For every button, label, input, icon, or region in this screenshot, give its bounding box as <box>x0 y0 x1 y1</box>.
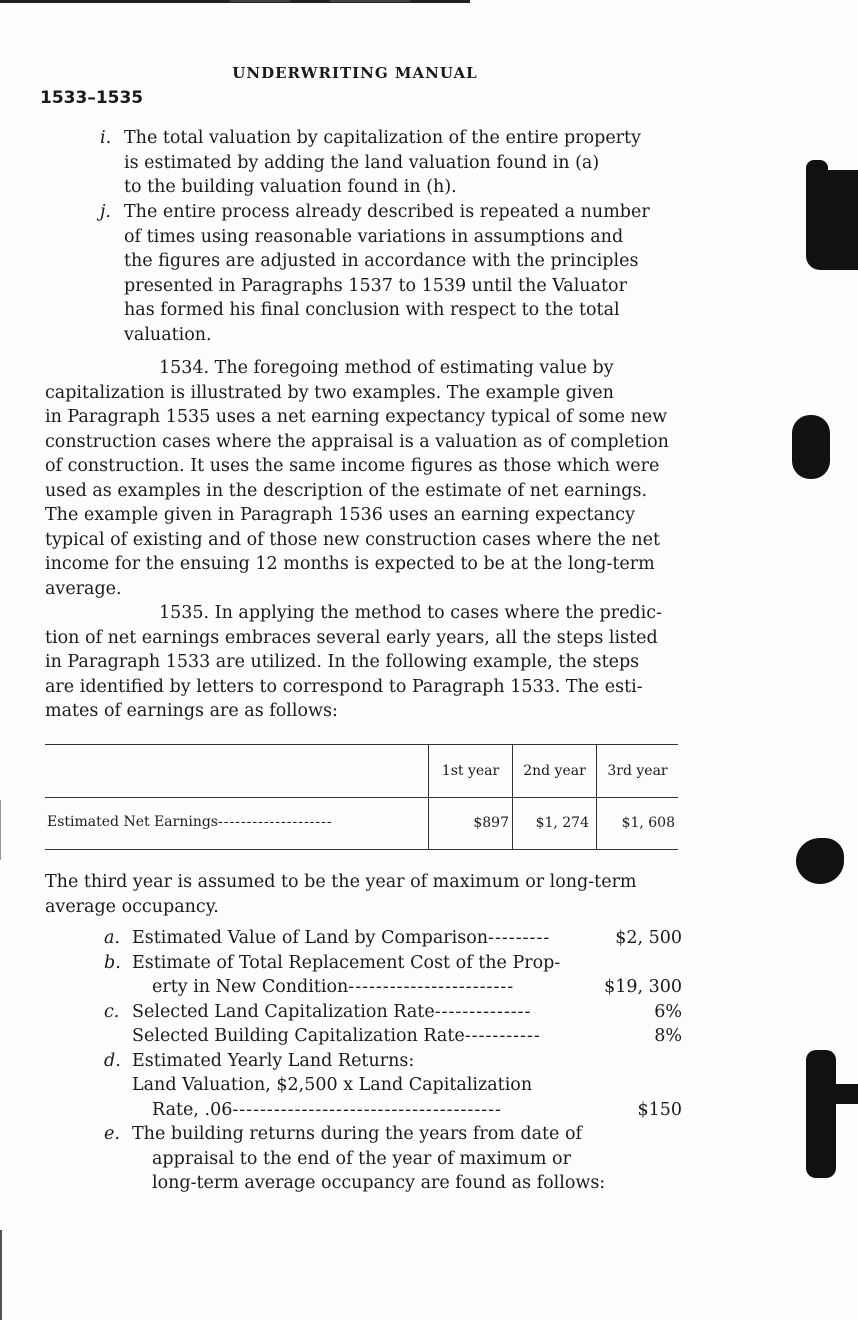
column-header: 1st year <box>441 763 500 779</box>
paragraph-line: tion of net earnings embraces several early years, all the steps listed <box>45 627 658 648</box>
paragraph-line: average. <box>45 578 122 599</box>
paragraph-line: The third year is assumed to be the year of maximum or long-term <box>45 872 637 892</box>
step-value: $2, 500 <box>615 928 682 948</box>
step-b-cont: erty in New Condition------------------------ $19, 300 <box>104 975 682 1000</box>
step-value: $150 <box>637 1099 682 1120</box>
step-c: c. Selected Land Capitalization Rate-------------- 6% <box>104 1000 682 1025</box>
table-cell: $1, 608 <box>621 815 675 831</box>
paragraph-line: construction cases where the appraisal is a valuation as of completion <box>45 431 669 452</box>
step-e-cont: long-term average occupancy are found as follows: <box>152 1173 606 1193</box>
scan-edge-line <box>230 0 290 2</box>
table-rule <box>45 797 678 798</box>
dot-leader: ----------- <box>464 1026 541 1046</box>
step-e-cont: appraisal to the end of the year of maximum or <box>152 1148 571 1169</box>
paragraph-line: used as examples in the description of the estimate of net earnings. <box>45 480 648 501</box>
step-e: e. The building returns during the years from date of <box>104 1122 682 1147</box>
step-d: d. Estimated Yearly Land Returns: <box>104 1049 682 1074</box>
table-cell: $1, 274 <box>535 815 589 831</box>
row-label: Estimated Net Earnings-------------------- <box>47 814 333 830</box>
dot-leader: --------------------------------------- <box>232 1099 502 1120</box>
list-item-i <box>100 126 674 200</box>
binder-hole-mark <box>806 1050 836 1178</box>
paragraph-1535 <box>45 601 675 724</box>
table-rule <box>428 744 429 850</box>
steps-list <box>104 926 682 1196</box>
paragraph-line: capitalization is illustrated by two examples. The example given <box>45 382 614 403</box>
item-marker: j. <box>100 202 111 222</box>
table-cell: $897 <box>473 815 509 831</box>
step-c-building: Selected Building Capitalization Rate----------- 8% <box>104 1024 682 1049</box>
step-a: a. Estimated Value of Land by Comparison--------- $2, 500 <box>104 926 682 951</box>
item-line: The entire process already described is repeated a number <box>124 202 650 222</box>
paragraph-line: 1535. In applying the method to cases where the predic- <box>159 603 662 623</box>
list-item-j <box>100 200 674 347</box>
scan-edge-mark <box>0 1230 2 1320</box>
paragraph-line: typical of existing and of those new construction cases where the net <box>45 529 661 550</box>
step-value: 6% <box>654 1001 682 1022</box>
step-marker: a. <box>104 928 120 948</box>
step-marker: d. <box>104 1050 121 1071</box>
dot-leader: -------------- <box>434 1001 532 1022</box>
item-line: has formed his final conclusion with respect to the total <box>124 300 620 320</box>
step-value: $19, 300 <box>604 977 682 997</box>
dot-leader: ------------------------ <box>348 977 515 997</box>
item-line: valuation. <box>124 324 212 345</box>
binder-hole-mark <box>806 170 858 270</box>
item-line: presented in Paragraphs 1537 to 1539 until the Valuator <box>124 275 627 296</box>
step-value: 8% <box>654 1026 682 1046</box>
paragraph-line: in Paragraph 1533 are utilized. In the following example, the steps <box>45 652 640 672</box>
paragraph-range: 1533–1535 <box>40 88 144 108</box>
paragraph-1534 <box>45 356 675 601</box>
paragraph-line: mates of earnings are as follows: <box>45 701 338 721</box>
paragraph-line: 1534. The foregoing method of estimating value by <box>159 358 614 378</box>
table-rule <box>45 744 678 745</box>
column-header: 3rd year <box>607 763 668 779</box>
table-rule <box>596 744 597 850</box>
table-rule <box>45 849 678 850</box>
earnings-table <box>45 744 678 850</box>
running-head: UNDERWRITING MANUAL <box>232 64 478 82</box>
paragraph-line: The example given in Paragraph 1536 uses an earning expectancy <box>45 505 635 525</box>
item-marker: i. <box>100 128 112 148</box>
item-line: is estimated by adding the land valuation found in (a) <box>124 152 600 173</box>
paragraph-line: income for the ensuing 12 months is expected to be at the long-term <box>45 554 655 574</box>
paragraph-line: are identified by letters to correspond to Paragraph 1533. The esti- <box>45 676 643 697</box>
step-marker: b. <box>104 952 121 973</box>
third-year-note <box>45 870 675 919</box>
item-line: of times using reasonable variations in assumptions and <box>124 226 624 247</box>
paragraph-line: average occupancy. <box>45 896 219 917</box>
step-b: b. Estimate of Total Replacement Cost of the Prop- <box>104 951 682 976</box>
item-line: The total valuation by capitalization of the entire property <box>124 128 641 148</box>
dot-leader: --------- <box>488 928 551 948</box>
binder-hole-mark <box>792 415 830 479</box>
paragraph-line: in Paragraph 1535 uses a net earning expectancy typical of some new <box>45 407 668 427</box>
step-d-line: Land Valuation, $2,500 x Land Capitalization <box>132 1075 533 1095</box>
binder-hole-mark <box>796 838 844 884</box>
table-rule <box>512 744 513 850</box>
step-marker: e. <box>104 1124 120 1144</box>
step-marker: c. <box>104 1001 120 1022</box>
item-line: to the building valuation found in (h). <box>124 177 457 197</box>
scan-edge-line <box>330 0 410 2</box>
step-d-cont: Rate, .06--------------------------------------- $150 <box>104 1098 682 1123</box>
column-header: 2nd year <box>523 763 586 779</box>
dot-leader: -------------------- <box>217 814 333 830</box>
item-line: the figures are adjusted in accordance with the principles <box>124 251 639 271</box>
paragraph-line: of construction. It uses the same income figures as those which were <box>45 456 660 476</box>
scan-edge-mark <box>0 800 1 860</box>
